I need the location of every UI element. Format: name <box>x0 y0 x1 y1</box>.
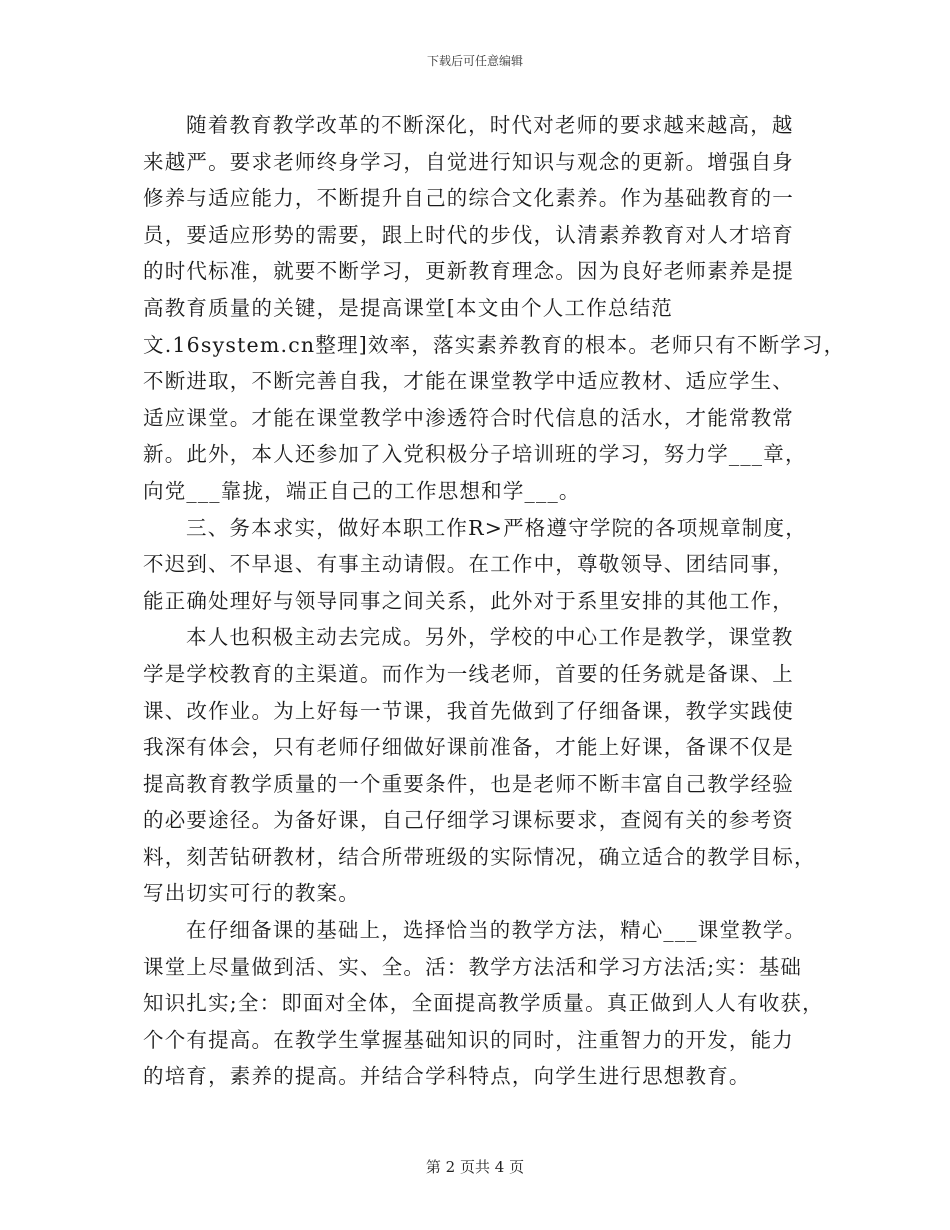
text-line: 不断进取，不断完善自我，才能在课堂教学中适应教材、适应学生、 <box>143 369 794 394</box>
text-line: 能正确处理好与领导同事之间关系，此外对于系里安排的其他工作， <box>143 588 794 613</box>
page-header: 下载后可任意编辑 <box>426 54 523 68</box>
text-line: 来越严。要求老师终身学习，自觉进行知识与观念的更新。增强自身 <box>143 149 794 174</box>
text-line: 的时代标准，就要不断学习，更新教育理念。因为良好老师素养是提 <box>143 259 794 284</box>
text-line: 课堂上尽量做到活、实、全。活：教学方法活和学习方法活;实：基础 <box>143 954 803 979</box>
text-line: 个个有提高。在教学生掌握基础知识的同时，注重智力的开发，能力 <box>143 1027 794 1052</box>
text-line: 学是学校教育的主渠道。而作为一线老师，首要的任务就是备课、上 <box>143 661 794 686</box>
page-footer: 第 2 页共 4 页 <box>425 1158 525 1176</box>
text-line: 员，要适应形势的需要，跟上时代的步伐，认清素养教育对人才培育 <box>143 222 794 247</box>
text-line: 课、改作业。为上好每一节课，我首先做到了仔细备课，教学实践使 <box>143 698 794 723</box>
text-line: 料，刻苦钻研教材，结合所带班级的实际情况，确立适合的教学目标， <box>143 844 816 869</box>
text-line: 的必要途径。为备好课，自己仔细学习课标要求，查阅有关的参考资 <box>143 808 794 833</box>
text-line: 修养与适应能力，不断提升自己的综合文化素养。作为基础教育的一 <box>143 186 794 211</box>
document-body <box>143 107 846 1095</box>
text-line: 的培育，素养的提高。并结合学科特点，向学生进行思想教育。 <box>143 1064 751 1089</box>
text-line: 写出切实可行的教案。 <box>143 881 360 906</box>
text-line: 高教育质量的关键，是提高课堂[本文由个人工作总结范 <box>143 295 673 320</box>
text-line: 适应课堂。才能在课堂教学中渗透符合时代信息的活水，才能常教常 <box>143 405 794 430</box>
text-line: 本人也积极主动去完成。另外，学校的中心工作是教学，课堂教 <box>186 625 794 650</box>
text-line: 文.16system.cn整理]效率，落实素养教育的根本。老师只有不断学习， <box>143 332 846 357</box>
text-line: 知识扎实;全：即面对全体，全面提高教学质量。真正做到人人有收获， <box>143 991 824 1016</box>
text-line: 我深有体会，只有老师仔细做好课前准备，才能上好课，备课不仅是 <box>143 735 794 760</box>
text-line: 新。此外，本人还参加了入党积极分子培训班的学习，努力学___章， <box>143 442 807 467</box>
text-line: 提高教育教学质量的一个重要条件，也是老师不断丰富自己教学经验 <box>143 771 794 796</box>
text-line: 随着教育教学改革的不断深化，时代对老师的要求越来越高，越 <box>186 113 794 137</box>
text-line: 向党___靠拢，端正自己的工作思想和学___。 <box>143 478 581 503</box>
text-line: 三、务本求实，做好本职工作R>严格遵守学院的各项规章制度， <box>186 515 807 540</box>
text-line: 不迟到、不早退、有事主动请假。在工作中，尊敬领导、团结同事， <box>143 552 794 577</box>
text-line: 在仔细备课的基础上，选择恰当的教学方法，精心___课堂教学。 <box>186 918 807 943</box>
